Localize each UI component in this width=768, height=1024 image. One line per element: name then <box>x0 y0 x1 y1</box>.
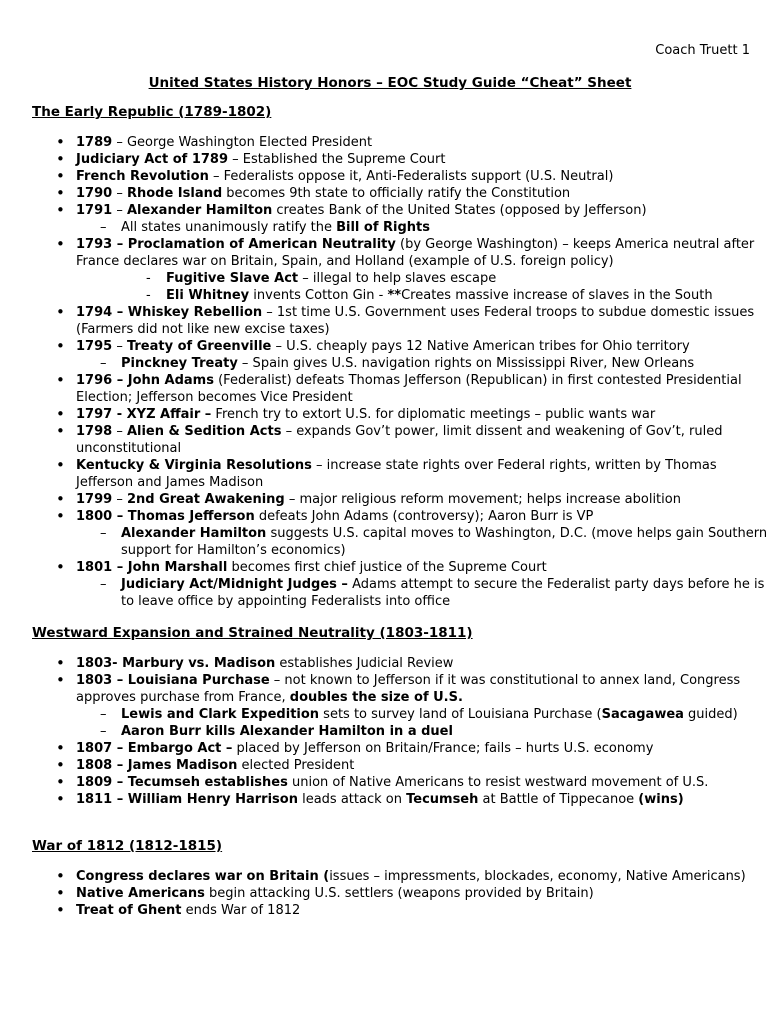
item-text: union of Native Americans to resist westward movement of U.S. <box>287 775 709 790</box>
bold-term: Sacagawea <box>601 707 684 722</box>
bold-term: ** <box>387 288 402 303</box>
bold-term: 2nd Great Awakening <box>126 492 285 507</box>
item-text: establishes Judicial Review <box>275 656 454 671</box>
bold-term: Alexander Hamilton <box>126 203 273 218</box>
item-text: – <box>112 424 127 439</box>
bold-term: Bill of Rights <box>336 220 431 235</box>
bold-term: 1803- Marbury vs. Madison <box>76 656 276 671</box>
bold-term: 1793 – Proclamation of American Neutrality <box>76 237 396 252</box>
item-text: – Spain gives U.S. navigation rights on Mississippi River, New Orleans <box>237 356 695 371</box>
sub-list-item <box>0 270 768 287</box>
bold-term: Fugitive Slave Act <box>166 271 299 286</box>
page-title: United States History Honors – EOC Study Guide “Cheat” Sheet <box>148 75 632 91</box>
list-item <box>0 902 768 919</box>
sub-list-item <box>0 525 768 559</box>
item-text: at Battle of Tippecanoe <box>478 792 639 807</box>
list-item <box>0 304 768 338</box>
item-text: becomes 9th state to officially ratify the Constitution <box>222 186 571 201</box>
item-text: guided) <box>683 707 738 722</box>
bold-term: 1809 – Tecumseh establishes <box>76 775 288 790</box>
list-item <box>0 406 768 423</box>
sub-list-item <box>0 723 768 740</box>
bold-term: 1795 <box>76 339 113 354</box>
bold-term: 1799 <box>76 492 113 507</box>
item-text: creates Bank of the United States (opposed by Jefferson) <box>272 203 647 218</box>
item-text: – George Washington Elected President <box>112 135 373 150</box>
list-item <box>0 491 768 508</box>
item-text: – illegal to help slaves escape <box>298 271 497 286</box>
section-list-war-of-1812 <box>0 868 768 919</box>
list-item <box>0 168 768 185</box>
item-text: elected President <box>237 758 355 773</box>
bold-term: 1791 <box>76 203 113 218</box>
item-text: suggests U.S. capital moves to Washington, D.C. (move helps gain Southern support for Hamilton’s economics) <box>121 526 768 558</box>
item-text: invents Cotton Gin - <box>249 288 388 303</box>
bold-term: Tecumseh <box>406 792 479 807</box>
bold-term: 1801 – John Marshall <box>76 560 228 575</box>
bold-term: 1796 – John Adams <box>76 373 214 388</box>
bold-term: Alien & Sedition Acts <box>126 424 282 439</box>
list-item <box>0 672 768 706</box>
item-text: becomes first chief justice of the Supreme Court <box>227 560 547 575</box>
section-list-early-republic <box>0 134 768 610</box>
bold-term: Treaty of Greenville <box>126 339 272 354</box>
list-item <box>0 885 768 902</box>
bold-term: French Revolution <box>76 169 209 184</box>
item-text: – Established the Supreme Court <box>228 152 446 167</box>
sub-list-item <box>0 576 768 610</box>
item-text: sets to survey land of Louisiana Purchase ( <box>319 707 602 722</box>
item-text: – expands Gov’t power, limit dissent and weakening of Gov’t, ruled unconstitutional <box>76 424 723 456</box>
list-item <box>0 202 768 219</box>
bold-term: 1790 <box>76 186 113 201</box>
list-item <box>0 740 768 757</box>
list-item <box>0 338 768 355</box>
item-text: defeats John Adams (controversy); Aaron Burr is VP <box>254 509 594 524</box>
section-list-westward-expansion <box>0 655 768 808</box>
item-text: – not known to Jefferson if it was constitutional to annex land, Congress approves purchase from France, <box>76 673 741 705</box>
item-text: placed by Jefferson on Britain/France; fails – hurts U.S. economy <box>232 741 654 756</box>
bold-term: (wins) <box>638 792 684 807</box>
item-text: ends War of 1812 <box>181 903 301 918</box>
bold-term: Lewis and Clark Expedition <box>121 707 320 722</box>
bold-term: Eli Whitney <box>166 288 250 303</box>
bold-term: doubles the size of U.S. <box>289 690 463 705</box>
item-text: French try to extort U.S. for diplomatic meetings – public wants war <box>211 407 656 422</box>
item-text: – major religious reform movement; helps increase abolition <box>284 492 681 507</box>
bold-term: 1811 – William Henry Harrison <box>76 792 298 807</box>
bold-term: 1798 <box>76 424 113 439</box>
item-text: – Federalists oppose it, Anti-Federalists support (U.S. Neutral) <box>208 169 614 184</box>
list-item <box>0 559 768 576</box>
bold-term: Treat of Ghent <box>76 903 182 918</box>
bold-term: 1789 <box>76 135 113 150</box>
item-text: All states unanimously ratify the <box>121 220 337 235</box>
list-item <box>0 372 768 406</box>
section-heading-early-republic: The Early Republic (1789-1802) <box>32 104 272 120</box>
bold-term: 1808 – James Madison <box>76 758 238 773</box>
bold-term: 1807 – Embargo Act – <box>76 741 233 756</box>
bold-term: Alexander Hamilton <box>121 526 267 541</box>
bold-term: Native Americans <box>76 886 205 901</box>
item-text: (Federalist) defeats Thomas Jefferson (Republican) in first contested Presidential Election; Jefferson becomes Vice President <box>76 373 742 405</box>
list-item <box>0 236 768 270</box>
item-text: – increase state rights over Federal rights, written by Thomas Jefferson and James Madison <box>76 458 717 490</box>
item-text: Creates massive increase of slaves in the South <box>401 288 713 303</box>
list-item <box>0 423 768 457</box>
sub-list-item <box>0 287 768 304</box>
bold-term: 1794 – Whiskey Rebellion <box>76 305 263 320</box>
bold-term: 1797 - XYZ Affair – <box>76 407 212 422</box>
list-item <box>0 655 768 672</box>
item-text: begin attacking U.S. settlers (weapons provided by Britain) <box>204 886 594 901</box>
sub-list-item <box>0 706 768 723</box>
list-item <box>0 868 768 885</box>
section-heading-war-of-1812: War of 1812 (1812-1815) <box>32 838 223 854</box>
sub-list-item <box>0 219 768 236</box>
item-text: – <box>112 186 127 201</box>
bold-term: Judiciary Act of 1789 <box>76 152 229 167</box>
list-item <box>0 134 768 151</box>
sub-list-item <box>0 355 768 372</box>
list-item <box>0 151 768 168</box>
item-text: (by George Washington) – keeps America neutral after France declares war on Britain, Spain, and Holland (example of U.S. foreign policy) <box>76 237 755 269</box>
item-text: Adams attempt to secure the Federalist party days before he is to leave office by appointing Federalists into office <box>121 577 765 609</box>
list-item <box>0 757 768 774</box>
bold-term: 1800 – Thomas Jefferson <box>76 509 255 524</box>
item-text: issues – impressments, blockades, economy, Native Americans) <box>329 869 746 884</box>
list-item <box>0 185 768 202</box>
bold-term: 1803 – Louisiana Purchase <box>76 673 270 688</box>
bold-term: Congress declares war on Britain ( <box>76 869 330 884</box>
list-item <box>0 457 768 491</box>
section-heading-westward-expansion: Westward Expansion and Strained Neutrality (1803-1811) <box>32 625 473 641</box>
item-text: – U.S. cheaply pays 12 Native American tribes for Ohio territory <box>271 339 690 354</box>
list-item <box>0 508 768 525</box>
running-header: Coach Truett 1 <box>655 43 750 58</box>
bold-term: Pinckney Treaty <box>121 356 238 371</box>
item-text: leads attack on <box>297 792 407 807</box>
item-text: – <box>112 339 127 354</box>
bold-term: Aaron Burr kills Alexander Hamilton in a duel <box>121 724 453 739</box>
item-text: – <box>112 203 127 218</box>
bold-term: Judiciary Act/Midnight Judges – <box>121 577 348 592</box>
item-text: – 1st time U.S. Government uses Federal troops to subdue domestic issues (Farmers did not like new excise taxes) <box>76 305 755 337</box>
item-text: – <box>112 492 127 507</box>
bold-term: Rhode Island <box>126 186 223 201</box>
bold-term: Kentucky & Virginia Resolutions <box>76 458 312 473</box>
list-item <box>0 774 768 791</box>
list-item <box>0 791 768 808</box>
